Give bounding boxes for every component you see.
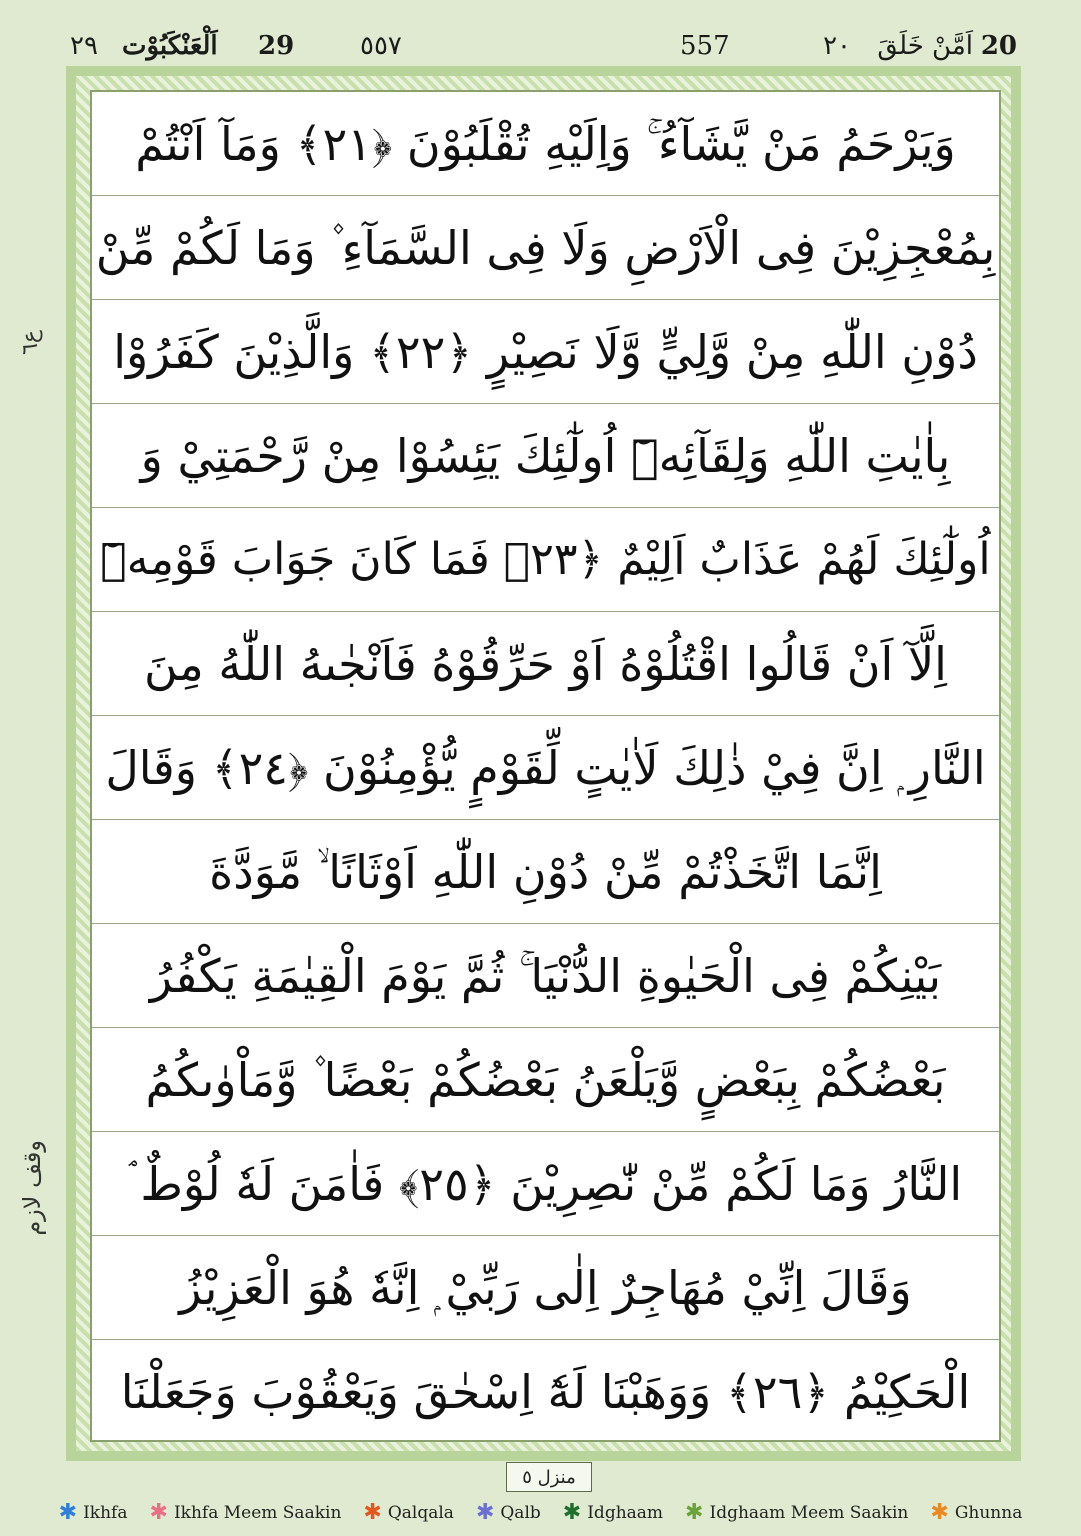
ayah-line: الْحَكِيْمُ ﴿٢٦﴾ وَوَهَبْنَا لَهٗٓ اِسْحٰقَ وَيَعْقُوْبَ وَجَعَلْنَا [120,1364,971,1419]
star-icon: ✱ [562,1500,582,1525]
legend-item [150,1502,342,1524]
star-icon: ✱ [363,1500,382,1525]
page-header [0,22,1081,70]
legend-label: Ghunna [954,1503,1023,1523]
ayah-line: اِلَّآ اَنْ قَالُوا اقْتُلُوْهُ اَوْ حَرِّقُوْهُ فَاَنْجٰىهُ اللّٰهُ مِنَ [92,612,999,716]
legend-label: Ikhfa Meem Saakin [173,1503,342,1523]
legend-item [563,1502,663,1524]
legend-label: Idghaam [587,1503,664,1523]
ayah-line: اِنَّمَا اتَّخَذْتُمْ مِّنْ دُوْنِ اللّٰهِ اَوْثَانًا ۙ مَّوَدَّةَ [92,820,999,924]
juz-name: اَمَّنْ خَلَقَ [877,31,973,61]
surah-number: 29 [258,31,295,61]
juz-number-arabic: ٢٠ [823,31,851,61]
juz-number: 20 [980,31,1017,61]
ruku-mark: ع٦ [18,330,43,355]
ayah-line: بِمُعْجِزِيْنَ فِى الْاَرْضِ وَلَا فِى السَّمَآءِ ۫ وَمَا لَكُمْ مِّنْ [92,196,999,300]
tajweed-legend [0,1497,1081,1529]
ayah-line: بَعْضُكُمْ بِبَعْضٍ وَّيَلْعَنُ بَعْضُكُمْ بَعْضًا ۫ وَّمَاْوٰىكُمُ [92,1028,999,1132]
quran-text-area [90,90,1001,1442]
legend-item [476,1502,541,1524]
waqf-lazim-note: وقف لازم [18,1140,46,1236]
legend-label: Qalqala [387,1503,454,1523]
star-icon: ✱ [685,1500,704,1525]
legend-label: Qalb [500,1503,541,1523]
star-icon: ✱ [149,1500,168,1525]
legend-label: Ikhfa [83,1503,128,1523]
legend-item [59,1502,128,1524]
ayah-line: النَّارُ وَمَا لَكُمْ مِّنْ نّٰصِرِيْنَ ﴿٢٥﴾ فَاٰمَنَ لَهٗ لُوْطٌ ۘ [92,1132,999,1236]
star-icon: ✱ [58,1500,78,1525]
legend-item [363,1502,454,1524]
page-number-arabic: ٥٥٧ [360,31,402,61]
star-icon: ✱ [475,1500,495,1525]
ayah-line: بِاٰيٰتِ اللّٰهِ وَلِقَآئِهٖٓ اُولٰٓئِكَ يَئِسُوْا مِنْ رَّحْمَتِيْ وَ [92,404,999,508]
page-number: 557 [680,31,730,61]
ayah-line: وَقَالَ اِنِّيْ مُهَاجِرٌ اِلٰى رَبِّيْ ۭ اِنَّهٗ هُوَ الْعَزِيْزُ [92,1236,999,1340]
manzil-label: منزل ٥ [506,1462,592,1492]
legend-item [930,1502,1022,1524]
ayah-line: اُولٰٓئِكَ لَهُمْ عَذَابٌ اَلِيْمٌ ﴿٢٣﴾ فَمَا كَانَ جَوَابَ قَوْمِهٖٓ [92,508,999,612]
star-icon: ✱ [930,1500,949,1525]
ayah-line: دُوْنِ اللّٰهِ مِنْ وَّلِيٍّ وَّلَا نَصِيْرٍ ﴿٢٢﴾ وَالَّذِيْنَ كَفَرُوْا [92,300,999,404]
ayah-line: النَّارِ ۭ اِنَّ فِيْ ذٰلِكَ لَاٰيٰتٍ لِّقَوْمٍ يُّؤْمِنُوْنَ ﴿٢٤﴾ وَقَالَ [92,716,999,820]
surah-number-arabic: ٢٩ [70,31,98,61]
legend-label: Idghaam Meem Saakin [709,1503,909,1523]
surah-name: اَلْعَنْكَبُوْت [122,31,218,61]
legend-item [685,1502,908,1524]
ayah-line: وَيَرْحَمُ مَنْ يَّشَآءُ ۚ وَاِلَيْهِ تُقْلَبُوْنَ ﴿٢١﴾ وَمَآ اَنْتُمْ [92,92,999,196]
ayah-line: بَيْنِكُمْ فِى الْحَيٰوةِ الدُّنْيَا ۚ ثُمَّ يَوْمَ الْقِيٰمَةِ يَكْفُرُ [92,924,999,1028]
